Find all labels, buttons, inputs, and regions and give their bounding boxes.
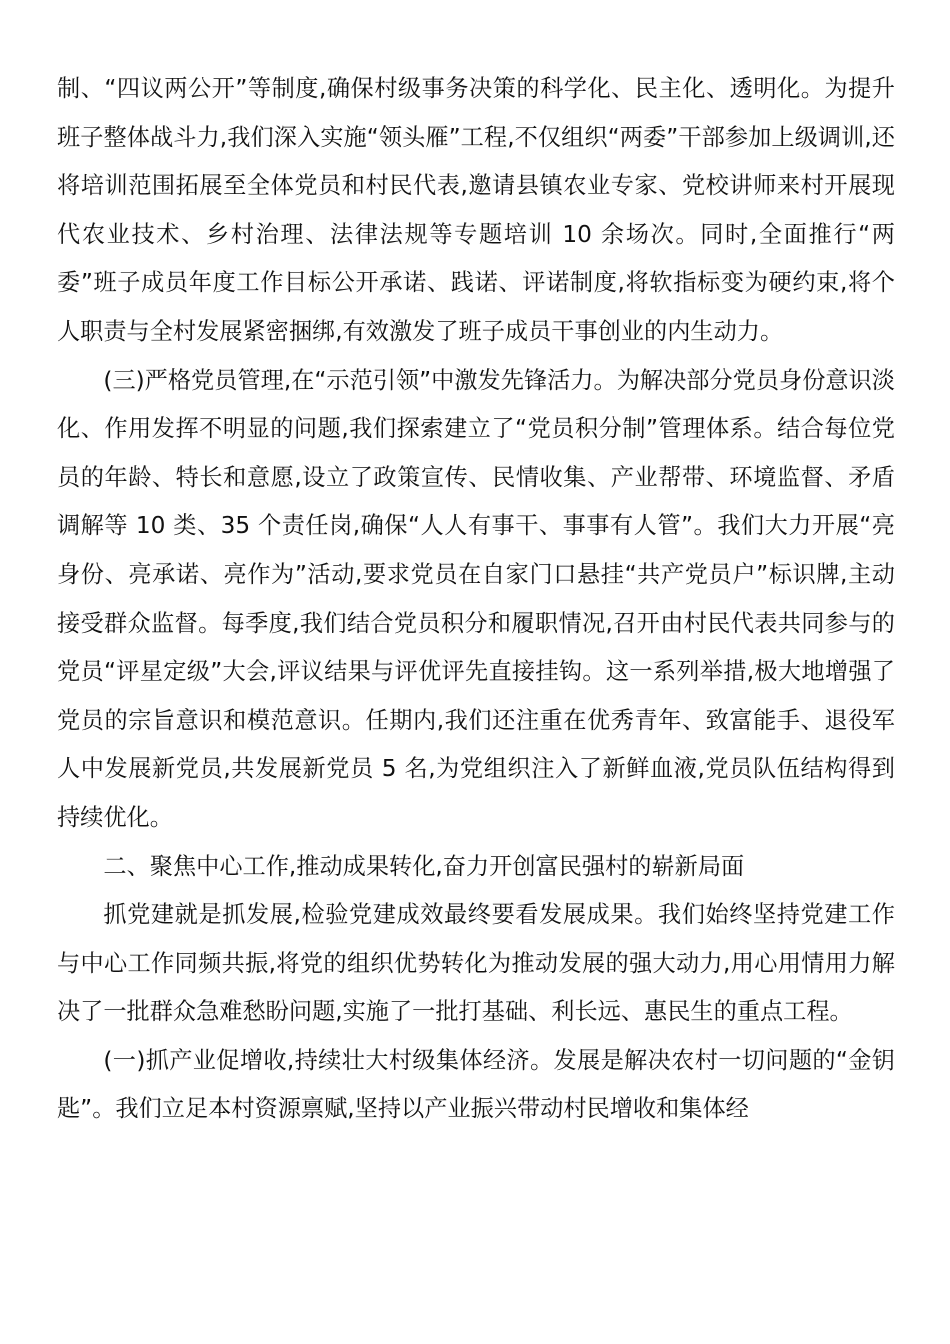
paragraph-continuation: 制、“四议两公开”等制度,确保村级事务决策的科学化、民主化、透明化。为提升班子整体战斗力,我们深入实施“领头雁”工程,不仅组织“两委”干部参加上级调训,还将培训范围拓展至全体党员和村民代表,邀请县镇农业专家、党校讲师来村开展现代农业技术、乡村治理、法律法规等专题培训 10 余场次。同时,全面推行“两委”班子成员年度工作目标公开承诺、践诺、评诺制度,将软指标变为硬约束,将个人职责与全村发展紧密捆绑,有效激发了班子成员干事创业的内生动力。 (57, 75, 895, 345)
paragraph-industry-income: (一)抓产业促增收,持续壮大村级集体经济。发展是解决农村一切问题的“金钥匙”。我们立足本村资源禀赋,坚持以产业振兴带动村民增收和集体经 (57, 1046, 895, 1123)
paragraph-party-member-management: (三)严格党员管理,在“示范引领”中激发先锋活力。为解决部分党员身份意识淡化、作用发挥不明显的问题,我们探索建立了“党员积分制”管理体系。结合每位党员的年龄、特长和意愿,设立了政策宣传、民情收集、产业帮带、环境监督、矛盾调解等 10 类、35 个责任岗,确保“人人有事干、事事有人管”。我们大力开展“亮身份、亮承诺、亮作为”活动,要求党员在自家门口悬挂“共产党员户”标识牌,主动接受群众监督。每季度,我们结合党员积分和履职情况,召开由村民代表共同参与的党员“评星定级”大会,评议结果与评优评先直接挂钩。这一系列举措,极大地增强了党员的宗旨意识和模范意识。任期内,我们还注重在优秀青年、致富能手、退役军人中发展新党员,共发展新党员 5 名,为党组织注入了新鲜血液,党员队伍结构得到持续优化。 (57, 366, 895, 831)
paragraph-development-results: 抓党建就是抓发展,检验党建成效最终要看发展成果。我们始终坚持党建工作与中心工作同频共振,将党的组织优势转化为推动发展的强大动力,用心用情用力解决了一批群众急难愁盼问题,实施了一批打基础、利长远、惠民生的重点工程。 (57, 901, 895, 1026)
document-body (57, 65, 895, 1134)
section-heading-2: 二、聚焦中心工作,推动成果转化,奋力开创富民强村的崭新局面 (103, 852, 745, 880)
